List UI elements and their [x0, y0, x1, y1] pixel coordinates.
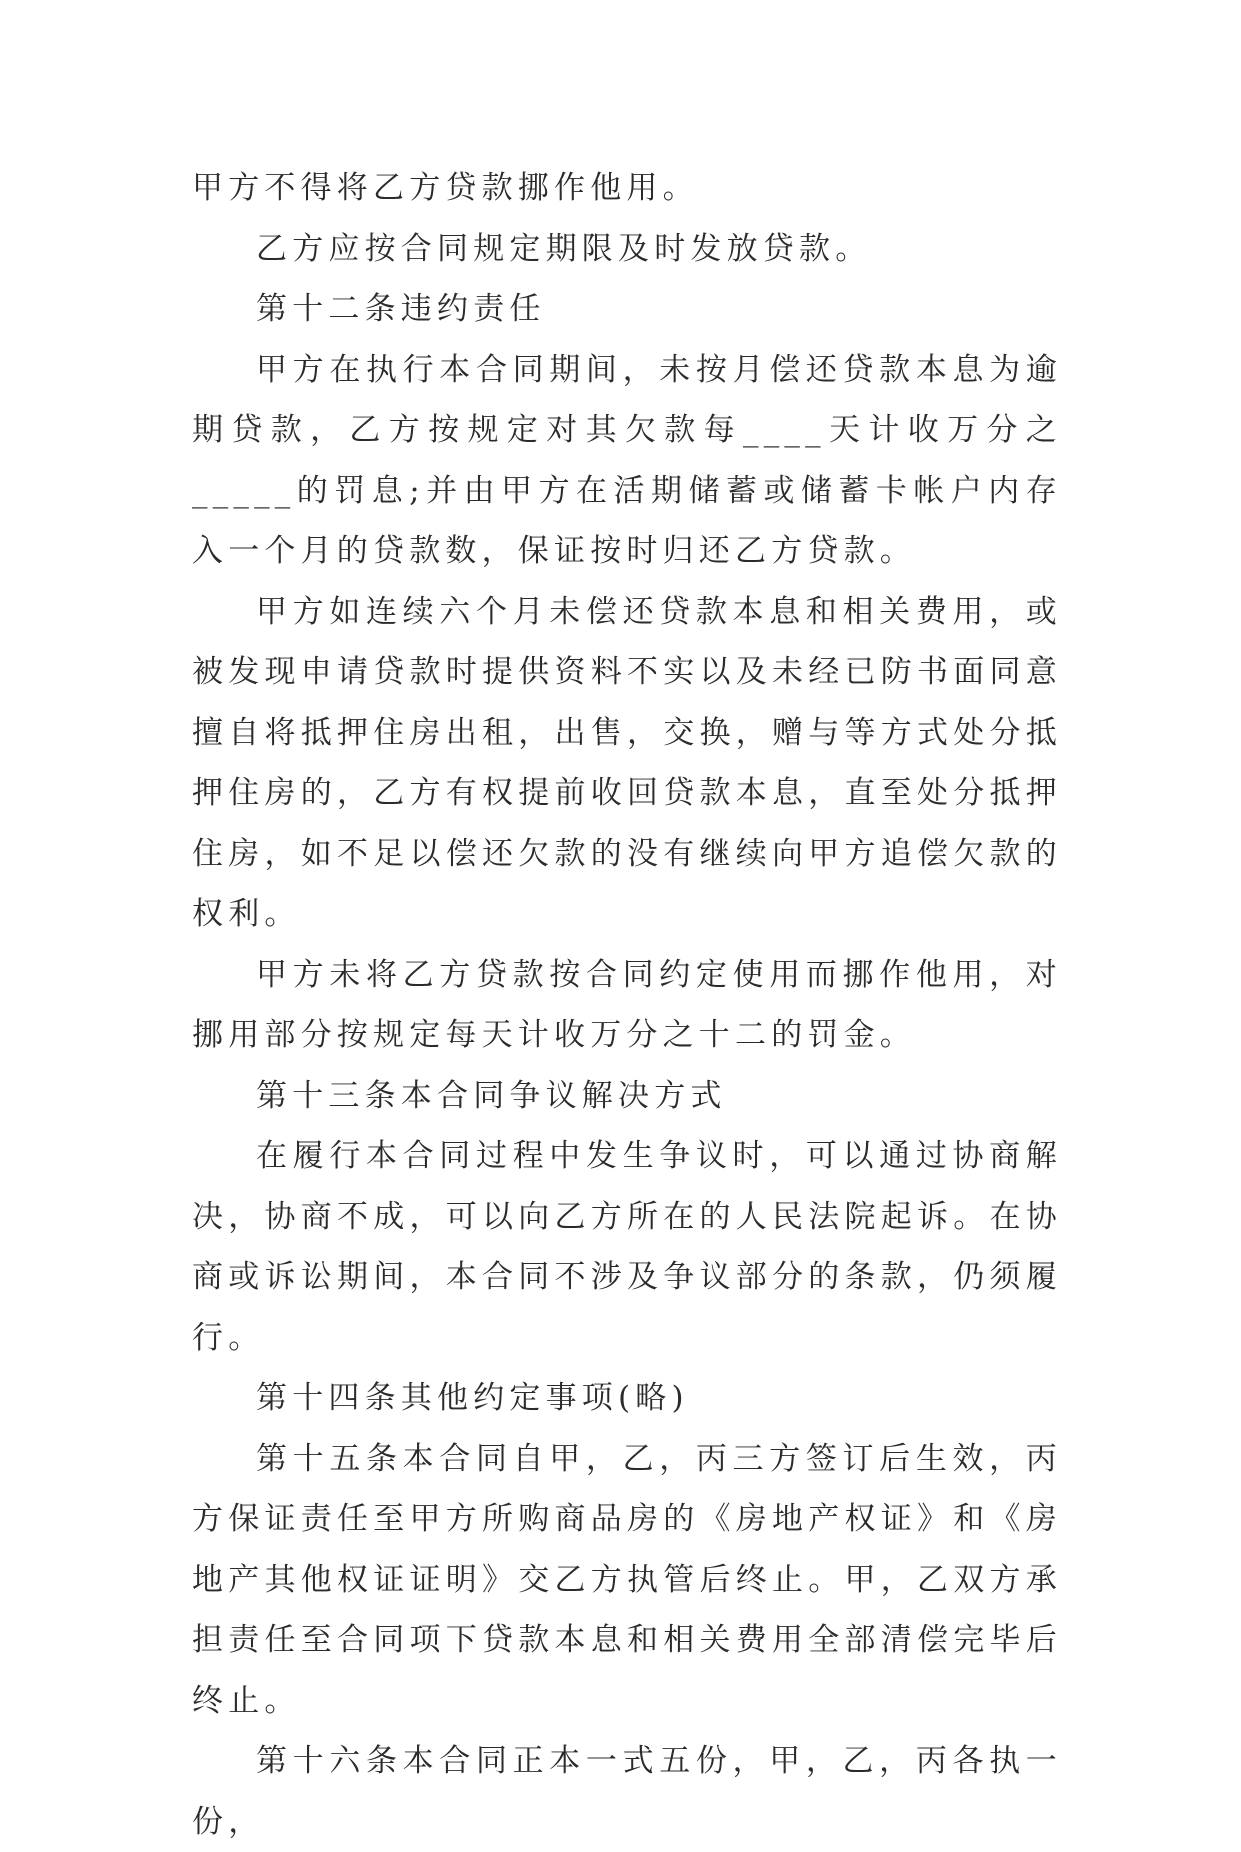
article-15-paragraph: 第十五条本合同自甲，乙，丙三方签订后生效，丙方保证责任至甲方所购商品房的《房地产权证》和《房地产其他权证证明》交乙方执管后终止。甲，乙双方承担责任至合同项下贷款本息和相关费用全部清偿完毕后终止。 — [192, 1440, 1062, 1719]
document-body — [192, 158, 1062, 1852]
article-14-heading: 第十四条其他约定事项(略) — [256, 1380, 689, 1416]
paragraph-misuse-penalty: 甲方未将乙方贷款按合同约定使用而挪作他用，对挪用部分按规定每天计收万分之十二的罚金。 — [192, 956, 1062, 1053]
article-12-heading: 第十二条违约责任 — [256, 291, 546, 327]
paragraph-early-recovery: 甲方如连续六个月未偿还贷款本息和相关费用，或被发现申请贷款时提供资料不实以及未经已防书面同意擅自将抵押住房出租，出售，交换，赠与等方式处分抵押住房的，乙方有权提前收回贷款本息，直至处分抵押住房，如不足以偿还欠款的没有继续向甲方追偿欠款的权利。 — [192, 593, 1062, 932]
paragraph-dispute-resolution: 在履行本合同过程中发生争议时，可以通过协商解决，协商不成，可以向乙方所在的人民法院起诉。在协商或诉讼期间，本合同不涉及争议部分的条款，仍须履行。 — [192, 1138, 1062, 1356]
article-16-paragraph: 第十六条本合同正本一式五份，甲，乙，丙各执一份， — [192, 1743, 1062, 1840]
paragraph-overdue-penalty: 甲方在执行本合同期间，未按月偿还贷款本息为逾期贷款，乙方按规定对其欠款每____天计收万分之_____的罚息;并由甲方在活期储蓄或储蓄卡帐户内存入一个月的贷款数，保证按时归还乙方贷款。 — [192, 351, 1062, 569]
paragraph-timely-disbursement: 乙方应按合同规定期限及时发放贷款。 — [256, 230, 872, 267]
paragraph-no-misuse: 甲方不得将乙方贷款挪作他用。 — [192, 170, 699, 206]
article-13-heading: 第十三条本合同争议解决方式 — [256, 1077, 727, 1114]
